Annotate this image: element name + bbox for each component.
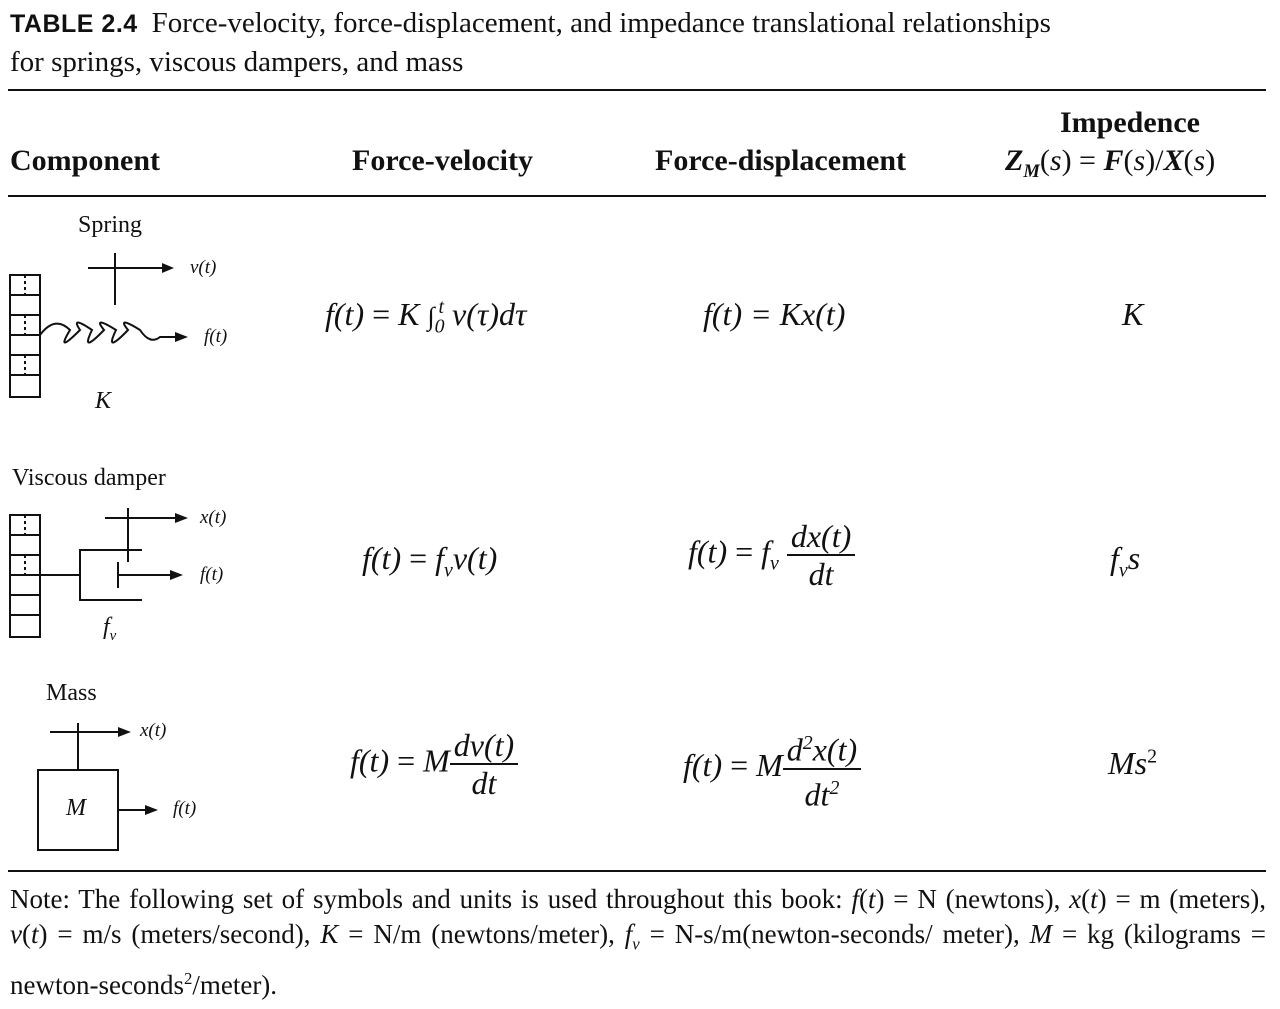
top-rule (8, 89, 1266, 91)
damper-impedance: $f_vs$ (1110, 540, 1141, 582)
mass-label: Mass (46, 680, 97, 706)
damper-x-label: x(t) (200, 507, 227, 528)
header-rule (8, 195, 1266, 197)
caption-line-2: for springs, viscous dampers, and mass (10, 46, 464, 78)
spring-label: Spring (78, 212, 143, 238)
header-force-displacement: Force-displacement (655, 144, 907, 177)
damper-force-displacement: $f(t) = f_v$ $\frac{dx(t)}{dt}$ (688, 518, 855, 592)
spring-param-label: K (95, 388, 112, 414)
spring-impedance: K (1122, 296, 1144, 332)
table-note: Note: The following set of symbols and units is used throughout this book: f(t) = N (newtons), x(t) = m (meters), v(t) = m/s (meters/second), K = N/m (newtons/meter), $f_v$ = N-s/m(newton-seconds/ meter), M = kg (kilograms = newton-seconds$^2$/meter). (10, 884, 1266, 1001)
damper-force-velocity: $f(t) = f_vv(t)$ (362, 540, 498, 582)
mass-param-label: M (66, 795, 86, 821)
header-impedance-formula: $Z_M(s) = F(s)/X(s)$ (1005, 144, 1216, 182)
header-component: Component (10, 144, 161, 177)
damper-param-label: $f_v$ (103, 614, 117, 644)
table-caption (10, 4, 1260, 81)
mass-f-label: f(t) (173, 798, 197, 819)
mass-force-displacement: f(t) = M $\frac{d^2x(t)}{dt^2}$ (683, 725, 861, 812)
spring-force-displacement: f(t) = Kx(t) (703, 296, 846, 332)
bottom-rule (8, 870, 1266, 872)
header-force-velocity: Force-velocity (352, 144, 534, 177)
caption-line-1: Force-velocity, force-displacement, and impedance translational relationships (151, 7, 1051, 39)
mass-diagram (0, 715, 240, 860)
mass-x-label: x(t) (140, 720, 167, 741)
mass-impedance: Ms$^2$ (1108, 745, 1158, 781)
mass-force-velocity: f(t) = M $\frac{dv(t)}{dt}$ (350, 727, 518, 801)
damper-f-label: f(t) (200, 564, 224, 585)
spring-f-label: f(t) (204, 326, 228, 347)
spring-v-label: v(t) (190, 257, 217, 278)
spring-force-velocity: f(t) = K $\int_0^t$ v(τ)dτ (325, 296, 527, 338)
header-impedance: Impedence (1060, 106, 1200, 139)
damper-label: Viscous damper (12, 465, 166, 491)
table-number: TABLE 2.4 (10, 10, 138, 38)
